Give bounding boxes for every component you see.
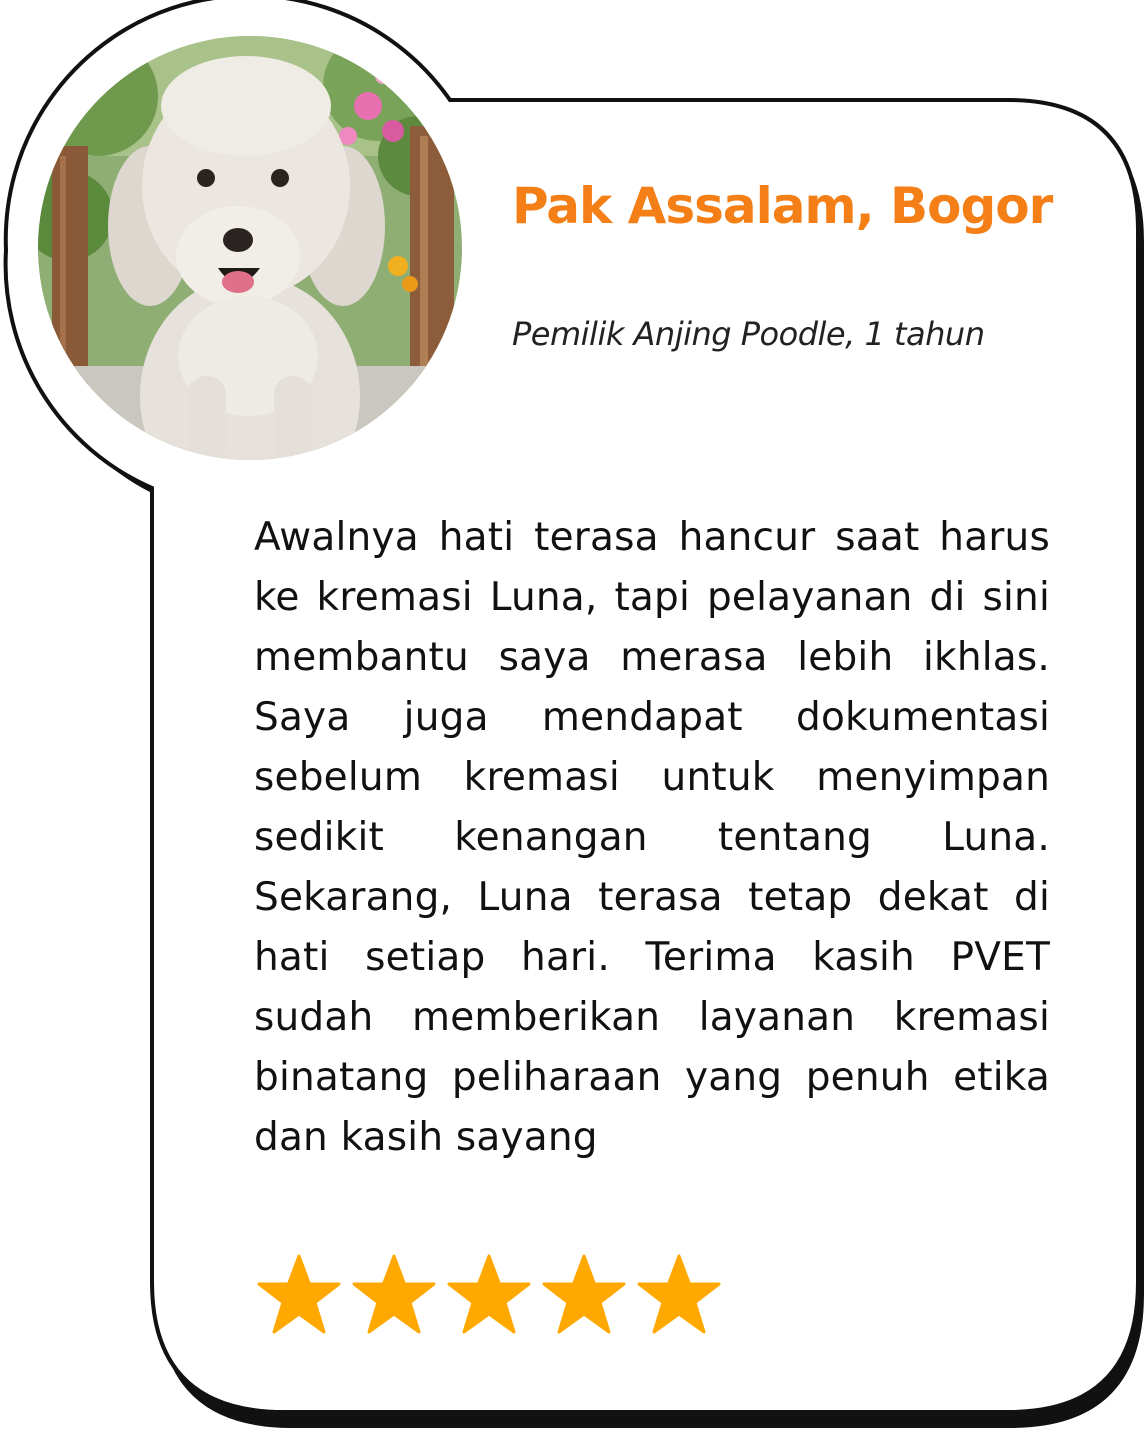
star-icon <box>636 1254 722 1336</box>
star-icon <box>351 1254 437 1336</box>
star-icon <box>446 1254 532 1336</box>
star-icon <box>256 1254 342 1336</box>
reviewer-subtitle: Pemilik Anjing Poodle, 1 tahun <box>512 315 985 353</box>
poodle-dog-photo <box>38 36 462 460</box>
star-icon <box>541 1254 627 1336</box>
star-rating <box>256 1254 722 1336</box>
review-text: Awalnya hati terasa hancur saat harus ke kremasi Luna, tapi pelayanan di sini membantu saya merasa lebih ikhlas. Saya juga mendapat dokumentasi sebelum kremasi untuk menyimpan sedikit kenangan tentang Luna. Sekarang, Luna terasa tetap dekat di hati setiap hari. Terima kasih PVET sudah memberikan layanan kremasi binatang peliharaan yang penuh etika dan kasih sayang <box>254 515 1050 1160</box>
reviewer-name: Pak Assalam, Bogor <box>512 177 1053 235</box>
dog-avatar-photo <box>38 36 462 460</box>
